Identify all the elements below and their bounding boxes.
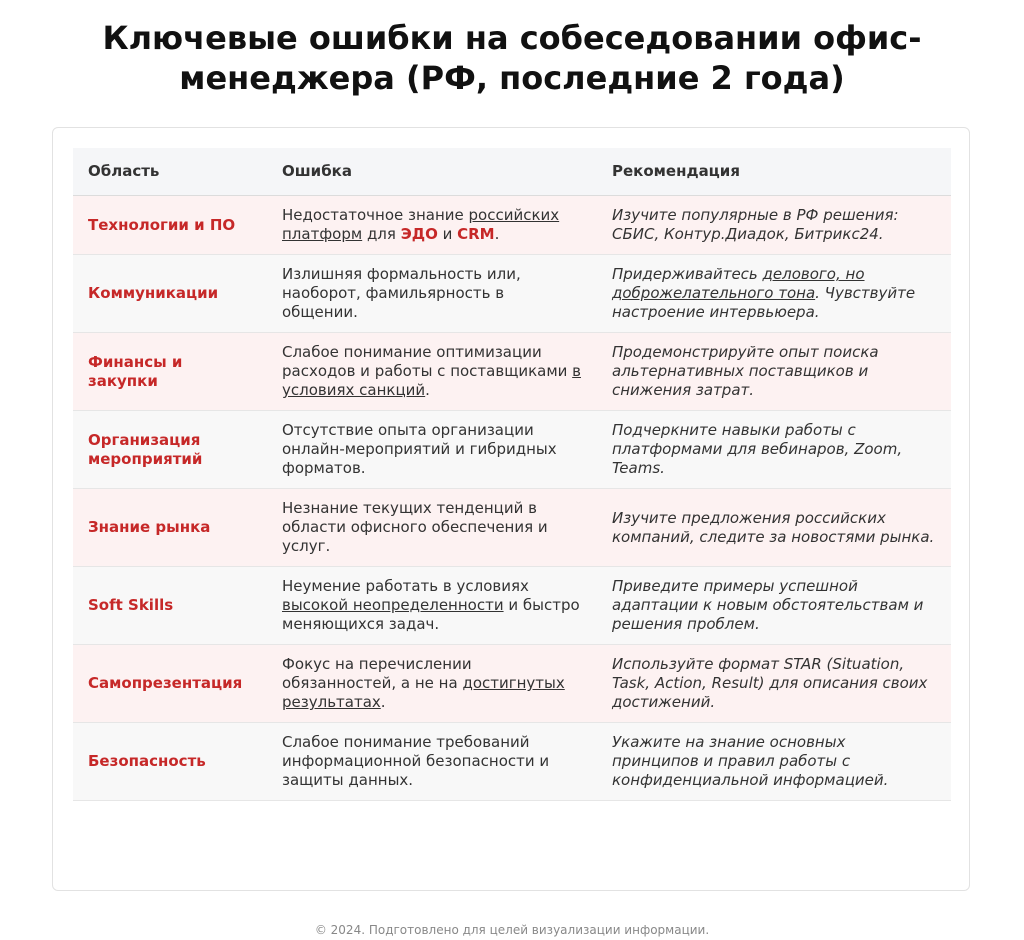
cell-area: Технологии и ПО	[73, 196, 267, 255]
text-segment: Продемонстрируйте опыт поиска альтернативных поставщиков и снижения затрат.	[612, 343, 879, 399]
text-segment: Укажите на знание основных принципов и правил работы с конфиденциальной информацией.	[612, 733, 889, 789]
cell-recommendation	[597, 255, 951, 333]
text-segment: .	[425, 381, 430, 399]
table-row	[73, 411, 951, 489]
cell-error	[267, 567, 597, 645]
cell-area: Организация мероприятий	[73, 411, 267, 489]
text-segment: и быстро меняющихся задач.	[282, 596, 580, 633]
text-segment: Недостаточное знание	[282, 206, 469, 224]
text-segment: . Чувствуйте настроение интервьюера.	[612, 284, 916, 321]
text-segment: Используйте формат STAR (Situation, Task, Action, Result) для описания своих достижений.	[612, 655, 928, 711]
text-segment: Изучите популярные в РФ решения: СБИС, Контур.Диадок, Битрикс24.	[612, 206, 899, 243]
footer-note: © 2024. Подготовлено для целей визуализации информации.	[314, 923, 710, 937]
cell-recommendation	[597, 411, 951, 489]
table-row	[73, 723, 951, 801]
table-card	[52, 127, 970, 891]
column-header-error: Ошибка	[267, 148, 597, 196]
underlined-phrase: делового, но доброжелательного тона	[612, 265, 865, 302]
cell-recommendation	[597, 645, 951, 723]
cell-error	[267, 489, 597, 567]
text-segment: .	[494, 225, 500, 243]
mistakes-table	[73, 148, 951, 801]
text-segment: Слабое понимание оптимизации расходов и работы с поставщиками	[282, 343, 573, 380]
cell-recommendation	[597, 567, 951, 645]
text-segment: Подчеркните навыки работы с платформами для вебинаров, Zoom, Teams.	[612, 421, 903, 477]
cell-error	[267, 411, 597, 489]
table-row	[73, 489, 951, 567]
cell-area: Самопрезентация	[73, 645, 267, 723]
underlined-phrase: высокой неопределенности	[282, 596, 504, 614]
table-row	[73, 255, 951, 333]
cell-error	[267, 645, 597, 723]
text-segment: Излишняя формальность или, наоборот, фамильярность в общении.	[282, 265, 521, 321]
text-segment: и	[437, 225, 458, 243]
table-row	[73, 333, 951, 411]
cell-area: Знание рынка	[73, 489, 267, 567]
text-segment: для	[362, 225, 401, 243]
text-segment: Незнание текущих тенденций в области офисного обеспечения и услуг.	[282, 499, 548, 555]
text-segment: Фокус на перечислении обязанностей, а не на	[282, 655, 472, 692]
cell-error	[267, 333, 597, 411]
text-segment: Слабое понимание требований информационной безопасности и защиты данных.	[282, 733, 550, 789]
cell-area: Коммуникации	[73, 255, 267, 333]
table-row	[73, 645, 951, 723]
table-header-row	[73, 148, 951, 196]
column-header-area: Область	[73, 148, 267, 196]
page-title: Ключевые ошибки на собеседовании офис-менеджера (РФ, последние 2 года)	[102, 19, 922, 97]
highlight-term: ЭДО	[400, 225, 438, 243]
cell-recommendation	[597, 489, 951, 567]
table-row	[73, 196, 951, 255]
cell-area: Финансы и закупки	[73, 333, 267, 411]
table-row	[73, 567, 951, 645]
cell-recommendation	[597, 723, 951, 801]
text-segment: .	[380, 693, 386, 711]
cell-error	[267, 723, 597, 801]
highlight-term: CRM	[457, 225, 495, 243]
text-segment: Неумение работать в условиях	[282, 577, 529, 595]
underlined-phrase: российских платформ	[282, 206, 560, 243]
text-segment: Придерживайтесь	[612, 265, 763, 283]
cell-error	[267, 196, 597, 255]
cell-error	[267, 255, 597, 333]
cell-area: Безопасность	[73, 723, 267, 801]
column-header-recommendation: Рекомендация	[597, 148, 951, 196]
text-segment: Изучите предложения российских компаний, следите за новостями рынка.	[612, 508, 935, 546]
cell-recommendation	[597, 333, 951, 411]
text-segment: Приведите примеры успешной адаптации к новым обстоятельствам и решения проблем.	[612, 577, 924, 633]
cell-area: Soft Skills	[73, 567, 267, 645]
underlined-phrase: в условиях санкций	[282, 362, 581, 399]
cell-recommendation	[597, 196, 951, 255]
text-segment: Отсутствие опыта организации онлайн-мероприятий и гибридных форматов.	[282, 421, 557, 477]
underlined-phrase: достигнутых результатах	[282, 674, 565, 711]
